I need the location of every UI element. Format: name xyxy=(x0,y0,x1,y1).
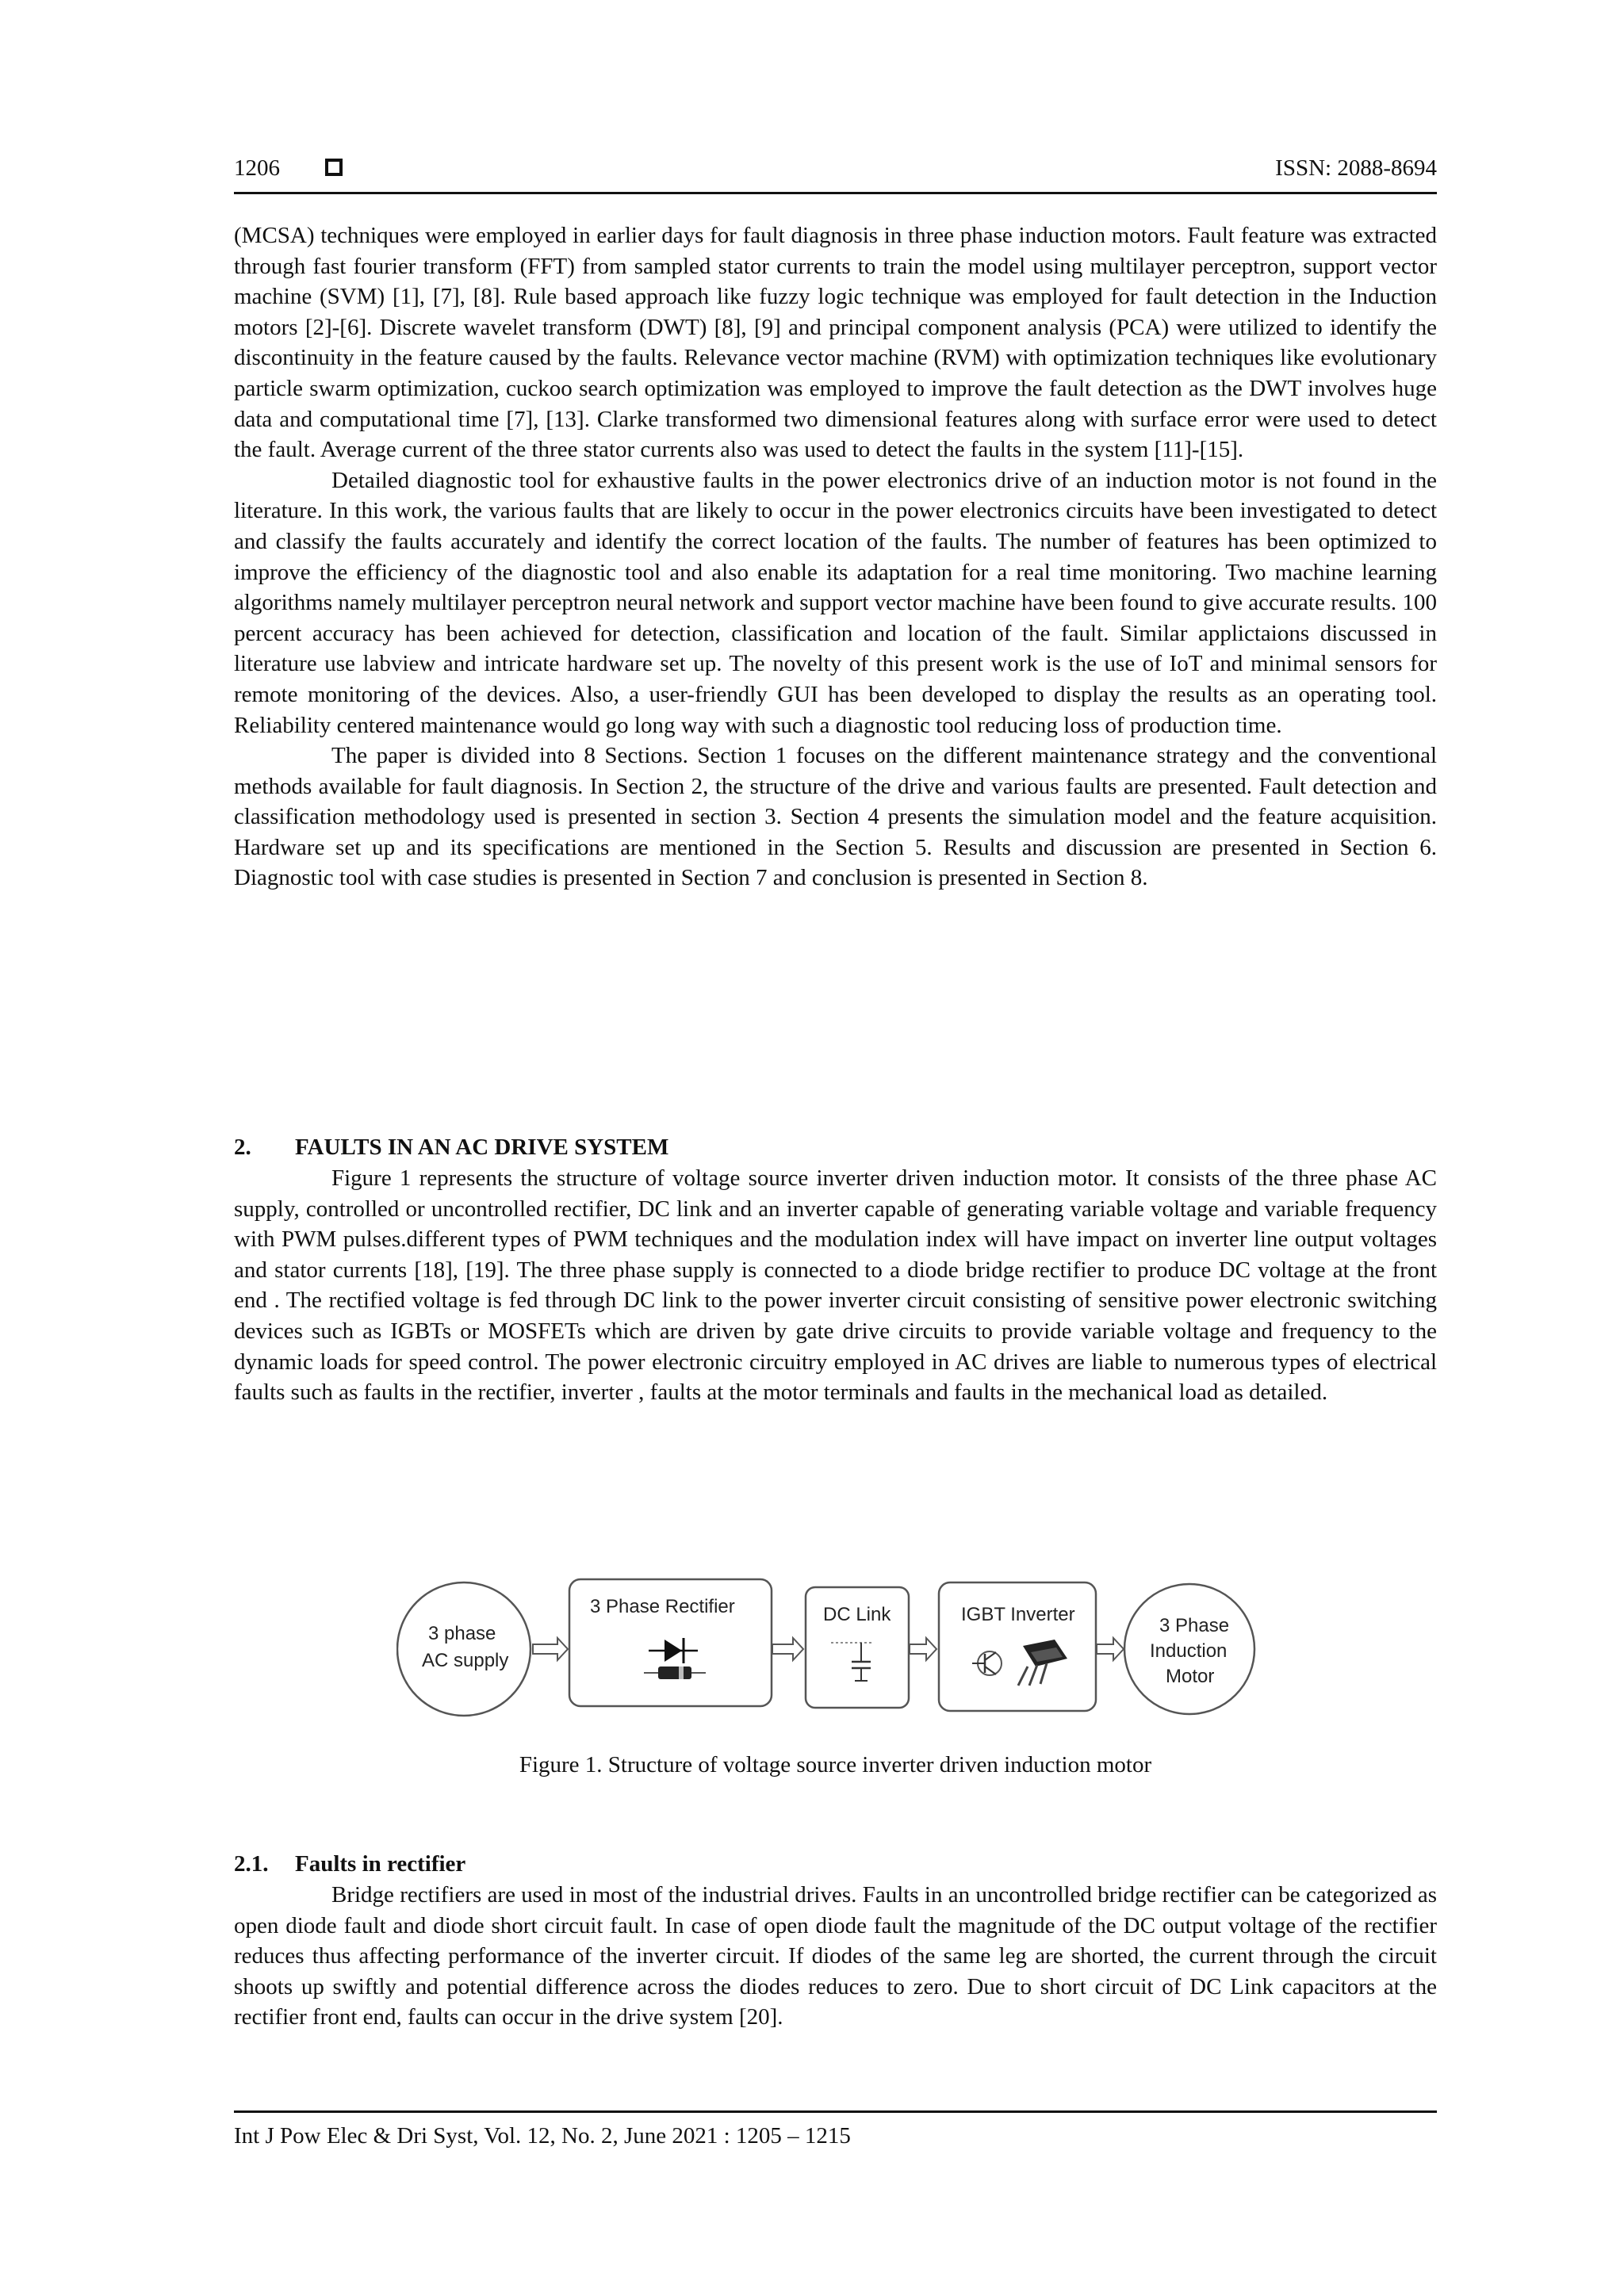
page-number: 1206 xyxy=(234,155,280,181)
arrow-icon xyxy=(910,1638,936,1660)
arrow-icon xyxy=(772,1638,803,1660)
footer-citation: Int J Pow Elec & Dri Syst, Vol. 12, No. 2, June 2021 : 1205 – 1215 xyxy=(234,2123,851,2149)
arrow-icon xyxy=(1097,1638,1124,1660)
section-heading xyxy=(234,1132,668,1162)
page-header xyxy=(234,155,1437,193)
intro-paragraph-1: (MCSA) techniques were employed in earlier days for fault diagnosis in three phase induction motors. Fault feature was extracted through fast fourier transform (FFT) from sampled stator currents to train the model using multilayer perceptron, support vector machine (SVM) [1], [7], [8]. Rule based approach like fuzzy logic technique was employed for fault detection in the Induction motors [2]-[6]. Discrete wavelet transform (DWT) [8], [9] and principal component analysis (PCA) were utilized to identify the discontinuity in the feature caused by the faults. Relevance vector machine (RVM) with optimization techniques like evolutionary particle swarm optimization, cuckoo search optimization was employed to improve the fault detection as the DWT involves huge data and computational time [7], [13]. Clarke transformed two dimensional features along with surface error were used to detect the fault. Average current of the three stator currents also was used to detect the faults in the system [11]-[15]. xyxy=(234,223,1437,463)
section-number: 2. xyxy=(234,1135,251,1160)
subsection-heading xyxy=(234,1849,465,1879)
section2-1-text xyxy=(234,1880,1437,2033)
subsection-number: 2.1. xyxy=(234,1851,269,1877)
motor-label-line3: Motor xyxy=(1166,1666,1215,1687)
section2-text xyxy=(234,1163,1437,1408)
dc-link-label: DC Link xyxy=(823,1604,891,1625)
rectifier-block xyxy=(569,1579,772,1706)
footer-rule xyxy=(234,2110,1437,2113)
square-bullet-icon xyxy=(325,159,343,176)
intro-paragraph-3: The paper is divided into 8 Sections. Section 1 focuses on the different maintenance strategy and the conventional methods available for fault diagnosis. In Section 2, the structure of the drive and various faults are presented. Fault detection and classification methodology used is presented in section 3. Section 4 presents the simulation model and the feature acquisition. Hardware set up and its specifications are mentioned in the Section 5. Results and discussion are presented in Section 6. Diagnostic tool with case studies is presented in Section 7 and conclusion is presented in Section 8. xyxy=(234,743,1437,891)
induction-motor-block xyxy=(1124,1584,1254,1714)
figure-caption: Figure 1. Structure of voltage source inverter driven induction motor xyxy=(519,1752,1152,1777)
subsection-title: Faults in rectifier xyxy=(295,1851,466,1877)
supply-label-line1: 3 phase xyxy=(428,1623,496,1644)
section2-paragraph-1: Figure 1 represents the structure of voltage source inverter driven induction motor. It consists of the three phase AC supply, controlled or uncontrolled rectifier, DC link and an inverter capable of generating variable voltage and variable frequency with PWM pulses.different types of PWM techniques and the modulation index will have impact on inverter line output voltages and stator currents [18], [19]. The three phase supply is connected to a diode bridge rectifier to produce DC voltage at the front end . The rectified voltage is fed through DC link to the power inverter circuit consisting of sensitive power electronic switching devices such as IGBTs or MOSFETs which are driven by gate drive circuits to provide variable voltage and frequency to the dynamic loads for speed control. The power electronic circuitry employed in AC drives are liable to numerous types of electrical faults such as faults in the rectifier, inverter , faults at the motor terminals and faults in the mechanical load as detailed. xyxy=(234,1165,1437,1406)
ac-supply-block xyxy=(397,1582,530,1716)
rectifier-label: 3 Phase Rectifier xyxy=(590,1596,735,1617)
arrow-icon xyxy=(533,1638,568,1660)
intro-paragraph-2: Detailed diagnostic tool for exhaustive faults in the power electronics drive of an induction motor is not found in the literature. In this work, the various faults that are likely to occur in the power electronics circuits have been investigated to detect and classify the faults accurately and identify the correct location of the faults. The number of features has been optimized to improve the efficiency of the diagnostic tool and also enable its adaptation for a real time monitoring. Two machine learning algorithms namely multilayer perceptron neural network and support vector machine have been found to give accurate results. 100 percent accuracy has been achieved for detection, classification and location of the fault. Similar applictaions discussed in literature use labview and intricate hardware set up. The novelty of this present work is the use of IoT and minimal sensors for remote monitoring of the devices. Also, a user-friendly GUI has been developed to display the results as an operating tool. Reliability centered maintenance would go long way with such a diagnostic tool reducing loss of production time. xyxy=(234,467,1437,738)
inverter-label: IGBT Inverter xyxy=(961,1604,1075,1625)
header-rule xyxy=(234,192,1437,194)
motor-label-line2: Induction xyxy=(1150,1640,1228,1662)
figure-1-block-diagram xyxy=(396,1570,1269,1728)
issn: ISSN: 2088-8694 xyxy=(1275,155,1437,181)
igbt-inverter-block xyxy=(939,1582,1096,1711)
supply-label-line2: AC supply xyxy=(422,1650,509,1671)
dc-link-block xyxy=(806,1587,909,1708)
intro-text xyxy=(234,220,1437,894)
section2-1-paragraph-1: Bridge rectifiers are used in most of the industrial drives. Faults in an uncontrolled bridge rectifier can be categorized as open diode fault and diode short circuit fault. In case of open diode fault the magnitude of the DC output voltage of the rectifier reduces thus affecting performance of the inverter circuit. If diodes of the same leg are shorted, the current through the circuit shoots up swiftly and potential difference across the diodes reduces to zero. Due to short circuit of DC Link capacitors at the rectifier front end, faults can occur in the drive system [20]. xyxy=(234,1882,1437,2030)
section-title: FAULTS IN AN AC DRIVE SYSTEM xyxy=(295,1135,669,1160)
motor-label-line1: 3 Phase xyxy=(1159,1615,1230,1636)
